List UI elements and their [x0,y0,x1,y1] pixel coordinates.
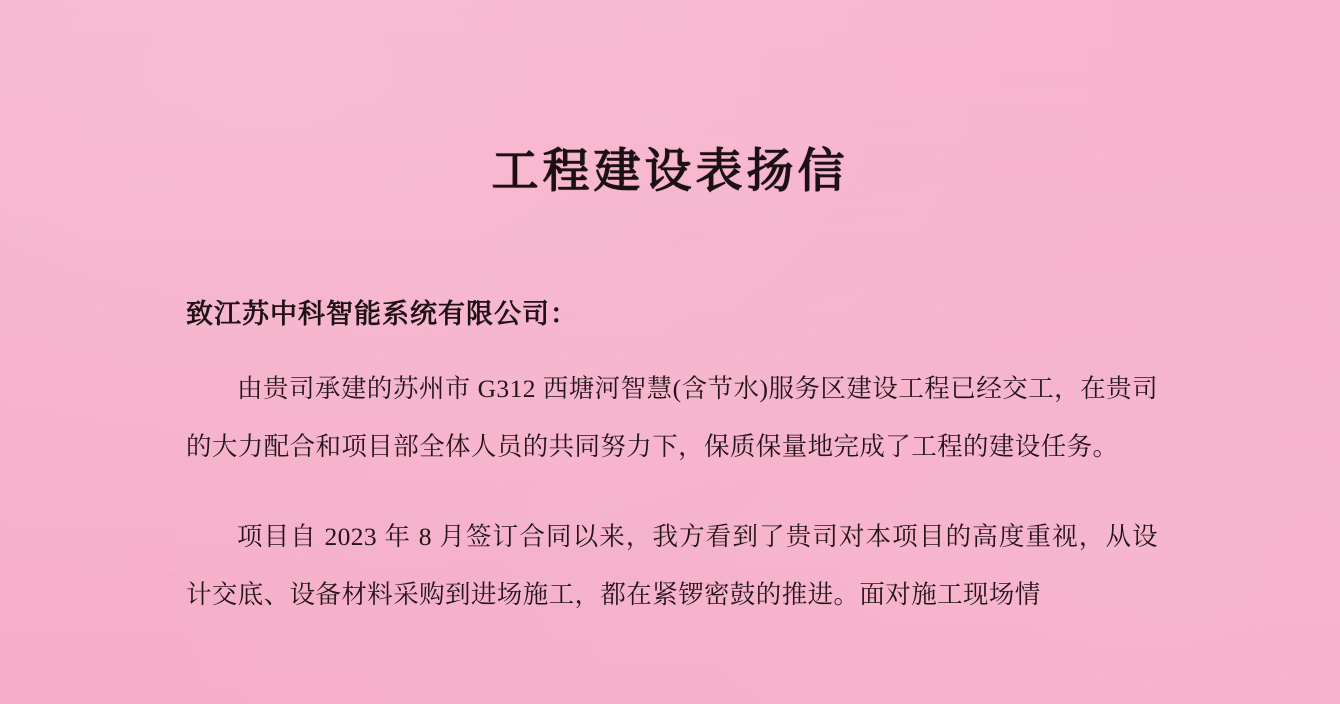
page-bottom-edge [0,690,1340,704]
letter-body [186,296,1158,624]
body-paragraph-2: 项目自 2023 年 8 月签订合同以来，我方看到了贵司对本项目的高度重视，从设计交底、设备材料采购到进场施工，都在紧锣密鼓的推进。面对施工现场情 [186,522,1158,610]
page-title: 工程建设表扬信 [491,146,849,199]
salutation-line: 致江苏中科智能系统有限公司： [186,299,578,329]
body-paragraph-1: 由贵司承建的苏州市 G312 西塘河智慧(含节水)服务区建设工程已经交工，在贵司的大力配合和项目部全体人员的共同努力下，保质保量地完成了工程的建设任务。 [186,374,1158,462]
